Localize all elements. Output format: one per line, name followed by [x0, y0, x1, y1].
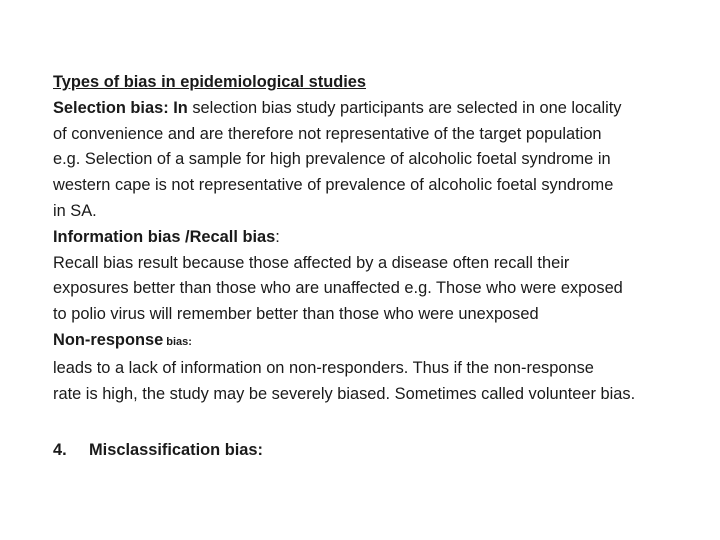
information-bias-line-2: exposures better than those who are unaffected e.g. Those who were exposed — [53, 279, 623, 298]
selection-bias-text-1: selection bias study participants are selected in one locality — [187, 98, 622, 117]
information-bias-line-3: to polio virus will remember better than those who were unexposed — [53, 305, 539, 324]
nonresponse-bias-heading-line — [53, 328, 708, 356]
misclassification-heading: Misclassification bias: — [89, 441, 263, 460]
information-bias-heading-line — [53, 225, 708, 251]
slide-title: Types of bias in epidemiological studies — [53, 73, 367, 91]
nonresponse-bias-line-2: rate is high, the study may be severely biased. Sometimes called volunteer bias. — [53, 384, 636, 403]
nonresponse-bias-heading: Non-response — [53, 330, 164, 349]
nonresponse-bias-line-1: leads to a lack of information on non-responders. Thus if the non-response — [53, 358, 594, 377]
misclassification-item — [53, 438, 708, 464]
information-bias-colon: : — [275, 227, 280, 246]
nonresponse-bias-heading-small: bias: — [163, 335, 192, 348]
information-bias-line-1: Recall bias result because those affected by a disease often recall their — [53, 253, 570, 272]
slide-content — [53, 70, 708, 464]
selection-bias-line-1 — [53, 96, 708, 122]
misclassification-number: 4. — [53, 441, 67, 460]
spacer — [53, 407, 708, 438]
selection-bias-line-3: e.g. Selection of a sample for high prevalence of alcoholic foetal syndrome in — [53, 150, 611, 169]
selection-bias-line-4: western cape is not representative of prevalence of alcoholic foetal syndrome — [53, 176, 614, 195]
information-bias-heading: Information bias /Recall bias — [53, 227, 276, 246]
selection-bias-line-5: in SA. — [53, 201, 97, 220]
selection-bias-label: Selection bias: In — [53, 98, 188, 117]
selection-bias-line-2: of convenience and are therefore not representative of the target population — [53, 124, 602, 143]
